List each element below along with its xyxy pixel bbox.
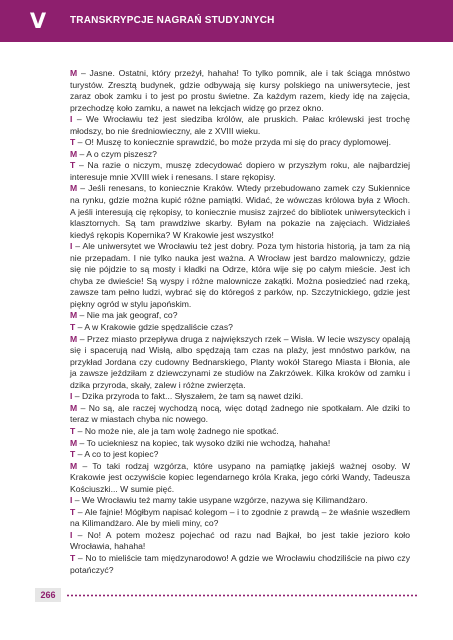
transcript-line <box>70 403 410 426</box>
line-text: A o czym piszesz? <box>86 148 157 159</box>
speaker-dash: – <box>75 449 85 460</box>
speaker-label: I <box>70 114 73 125</box>
speaker-dash: – <box>75 322 85 333</box>
speaker-dash: – <box>77 183 89 194</box>
transcript-line <box>70 310 410 322</box>
section-title: TRANSKRYPCJE NAGRAŃ STUDYJNYCH <box>70 15 275 26</box>
speaker-dash: – <box>77 148 87 159</box>
transcript-line <box>70 183 410 241</box>
line-text: Jeśli renesans, to koniecznie Kraków. Wtedy przebudowano zamek czy Sukiennice na rynku, gdzie można kupić różne pamiątki. Widać, że wówczas królowa była z Włoch. A jeśli interesują cię rękopisy, to koniecznie musisz zajrzeć do bibliotek uniwersyteckich i klasztornych. Są tam prawdziwe skarby. Byłam na pokazie na zajęciach. Widziałeś kiedyś rękopis Kopernika? W Krakowie jest wszystko! <box>70 183 410 240</box>
speaker-label: M <box>70 437 78 448</box>
speaker-label: T <box>70 137 76 148</box>
transcript-line <box>70 553 410 576</box>
speaker-label: I <box>70 529 73 540</box>
speaker-label: T <box>70 160 76 171</box>
speaker-label: I <box>70 391 73 402</box>
transcript-line <box>70 530 410 553</box>
transcript-line <box>70 438 410 450</box>
line-text: O! Muszę to koniecznie sprawdzić, bo może przyda mi się do pracy dyplomowej. <box>84 137 391 148</box>
speaker-label: M <box>70 333 78 344</box>
speaker-label: T <box>70 322 76 333</box>
transcript-line <box>70 114 410 137</box>
line-text: Dzika przyroda to fakt... Słyszałem, że tam są nawet dziki. <box>81 391 304 402</box>
speaker-dash: – <box>75 160 88 171</box>
speaker-dash: – <box>75 425 85 436</box>
speaker-dash: – <box>77 460 93 471</box>
page-number: 266 <box>35 588 61 602</box>
speaker-label: T <box>70 449 76 460</box>
speaker-label: M <box>70 310 78 321</box>
line-text: Na razie o niczym, muszę zdecydować dopiero w przyszłym roku, ale najbardziej interesuje mnie XVIII wiek i renesans. I stare rękopisy. <box>70 160 410 182</box>
line-text: No! A potem możesz pojechać od razu nad Bajkał, bo jest takie jezioro koło Wrocławia, hahaha! <box>70 529 410 552</box>
transcript-line <box>70 507 410 530</box>
line-text: No są, ale raczej wychodzą nocą, więc dotąd żadnego nie spotkałam. Ale dziki to teraz w miastach chyba nic nowego. <box>70 402 410 425</box>
speaker-dash: – <box>72 391 82 402</box>
speaker-dash: – <box>75 137 85 148</box>
speaker-dash: – <box>77 437 87 448</box>
speaker-dash: – <box>72 241 83 252</box>
speaker-dash: – <box>75 552 86 563</box>
line-text: We Wrocławiu też mamy takie usypane wzgórze, nazywa się Kilimandżaro. <box>81 495 368 506</box>
transcript-line <box>70 426 410 438</box>
transcript-line <box>70 241 410 310</box>
line-text: To uciekniesz na kopiec, tak wysoko dziki nie wchodzą, hahaha! <box>86 437 331 448</box>
speaker-label: M <box>70 402 78 413</box>
line-text: Ale uniwersytet we Wrocławiu też jest dobry. Poza tym historia historią, ja tam za nią nie przepadam. I nie tylko nauka jest ważna. A Wrocław jest bardzo malowniczy, gdzie się nie pójdzie to są mosty i kładki na Odrze, która wije się po całym mieście. Jest ich chyba ze dwieście! Są wyspy i różne malownicze zakątki. Można posiedzieć nad rzeką, zawsze tam pełno ludzi, wybrać się do któregoś z parków, np. Szczytnickiego, gdzie jest piękny ogród w stylu japońskim. <box>70 241 410 309</box>
section-letter: V <box>29 9 47 33</box>
line-text: Jasne. Ostatni, który przeżył, hahaha! To tylko pomnik, ale i tak ściąga mnóstwo turystów. Zresztą budynek, gdzie odbywają się kursy polskiego na uniwersytecie, jest zaraz obok zamku i to jest po prostu świetne. Za każdym razem, kiedy idę na zajęcia, przechodzę koło zamku, a nawet na lekcjach widzę go przez okno. <box>70 68 410 113</box>
speaker-label: T <box>70 506 76 517</box>
transcript-line <box>70 137 410 149</box>
line-text: We Wrocławiu też jest siedziba królów, ale pruskich. Pałac królewski jest trochę młodszy, bo nie średniowieczny, ale z XVIII wieku. <box>70 114 410 136</box>
speaker-dash: – <box>77 68 90 78</box>
line-text: A w Krakowie gdzie spędzaliście czas? <box>84 322 233 333</box>
page-header <box>0 0 453 42</box>
line-text: Ale fajnie! Mógłbym napisać kolegom – i to zgodnie z prawdą – że właśnie wszedłem na Kilimandżaro. Ale by mieli miny, co? <box>70 506 410 529</box>
transcript-line <box>70 160 410 183</box>
speaker-label: I <box>70 241 73 252</box>
line-text: No to mieliście tam międzynarodowo! A gdzie we Wrocławiu chodziliście na piwo czy potańczyć? <box>70 552 410 575</box>
speaker-label: I <box>70 495 73 506</box>
speaker-label: M <box>70 148 78 159</box>
footer-dotted-line <box>66 594 418 597</box>
speaker-dash: – <box>77 333 87 344</box>
speaker-dash: – <box>77 402 89 413</box>
speaker-dash: – <box>72 495 82 506</box>
transcript-line <box>70 495 410 507</box>
transcript-line <box>70 449 410 461</box>
speaker-label: M <box>70 460 78 471</box>
transcript-line <box>70 68 410 114</box>
transcript-line <box>70 461 410 496</box>
line-text: Nie ma jak geograf, co? <box>86 310 178 321</box>
transcript-line <box>70 322 410 334</box>
line-text: No może nie, ale ja tam wolę żadnego nie spotkać. <box>84 425 279 436</box>
speaker-dash: – <box>72 529 88 540</box>
speaker-label: M <box>70 68 78 78</box>
transcript-text <box>70 68 410 576</box>
transcript-line <box>70 334 410 392</box>
transcript-line <box>70 149 410 161</box>
speaker-dash: – <box>77 310 87 321</box>
line-text: To taki rodzaj wzgórza, które usypano na pamiątkę jakiejś ważnej osoby. W Krakowie jest oczywiście kopiec legendarnego króla Kraka, jego córki Wandy, Tadeusza Kościuszki... W sumie pięć. <box>70 460 410 494</box>
line-text: Przez miasto przepływa druga z największych rzek – Wisła. W lecie wszyscy opalają się i spacerują nad Wisłą, albo spędzają tam czas na plaży, jest mnóstwo parków, na przykład Jordana czy cudowny Bednarskiego, Planty wokół Starego Miasta i Błonia, ale ja zawsze jeździłam z dziewczynami ze studiów na Zakrzówek. Kilka kroków od zamku i dzika przyroda, skały, zalew i różne zwierzęta. <box>70 333 410 390</box>
speaker-label: T <box>70 425 76 436</box>
transcript-line <box>70 391 410 403</box>
line-text: A co to jest kopiec? <box>84 449 159 460</box>
speaker-label: T <box>70 552 76 563</box>
speaker-label: M <box>70 183 78 194</box>
speaker-dash: – <box>72 114 87 125</box>
speaker-dash: – <box>75 506 85 517</box>
